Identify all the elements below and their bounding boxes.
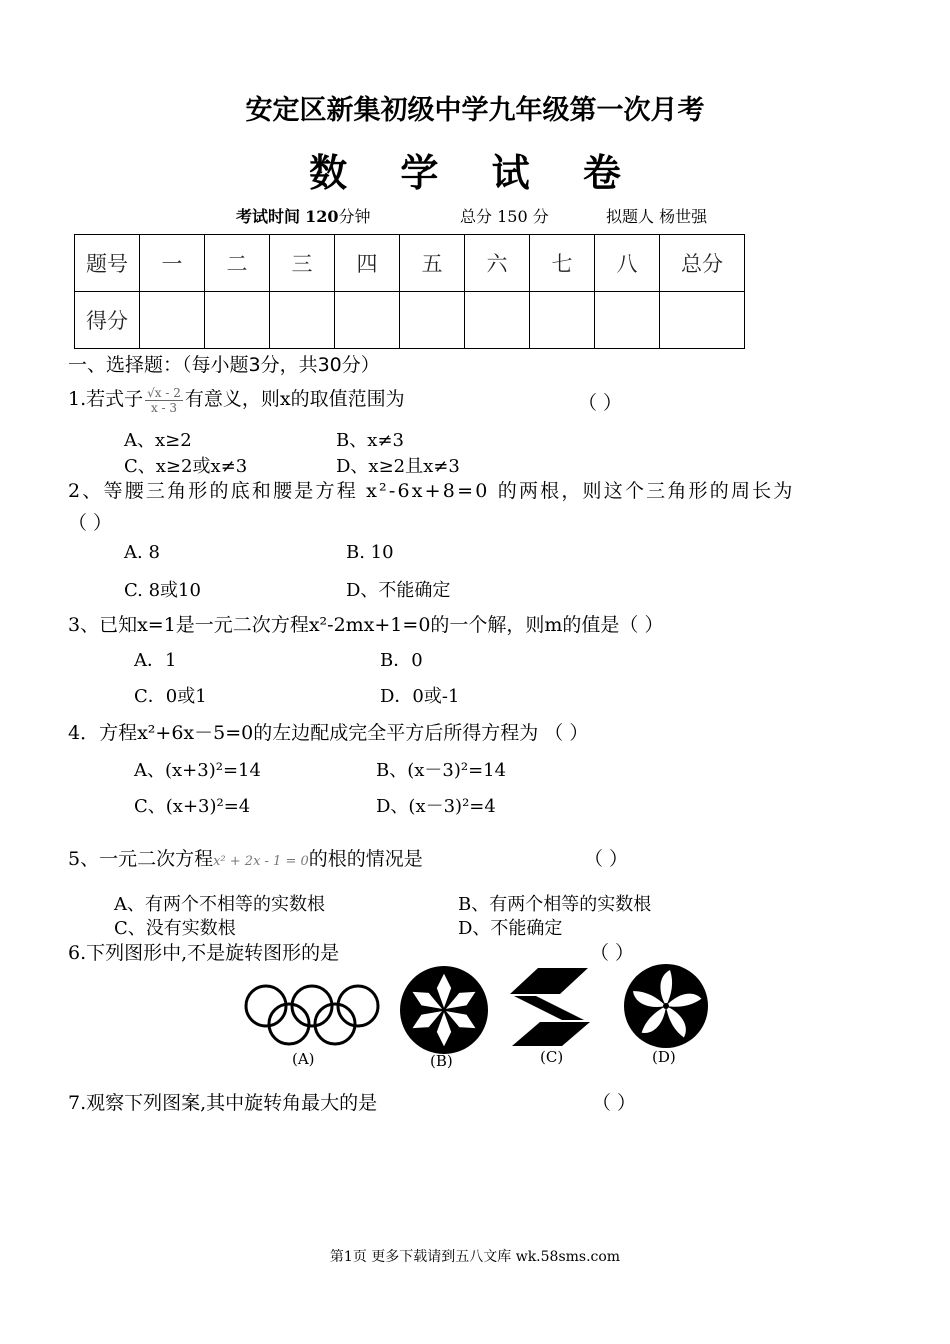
q3-option-d: D．0或-1 <box>380 686 460 707</box>
q4-option-a: A、(x+3)²=14 <box>134 760 261 781</box>
score-table-cell: 总分 <box>660 235 745 292</box>
q1-post: 有意义，则x的取值范围为 <box>184 388 405 410</box>
q5-answer-paren: （ ） <box>584 848 629 870</box>
question-6: 6.下列图形中,不是旋转图形的是 <box>68 942 340 964</box>
q1-fraction-num: √x - 2 <box>147 385 181 400</box>
q6-answer-paren: （ ） <box>590 942 635 964</box>
school-title: 安定区新集初级中学九年级第一次月考 <box>245 95 705 126</box>
q1-pre: 1.若式子 <box>68 388 144 410</box>
score-table-cell: 六 <box>465 235 530 292</box>
q7-answer-paren: （ ） <box>592 1092 637 1114</box>
score-input-cell <box>400 292 465 349</box>
q1-option-d: D、x≥2且x≠3 <box>336 456 460 477</box>
score-input-cell <box>205 292 270 349</box>
question-7: 7.观察下列图案,其中旋转角最大的是 <box>68 1092 378 1114</box>
score-input-cell <box>140 292 205 349</box>
score-input-cell <box>270 292 335 349</box>
q2-option-d: D、不能确定 <box>346 580 451 601</box>
star-circle-figure <box>398 964 490 1056</box>
score-table-cell: 得分 <box>75 292 140 349</box>
q5-option-c: C、没有实数根 <box>114 918 236 939</box>
score-table-cell: 题号 <box>75 235 140 292</box>
score-table-score-row <box>75 292 745 349</box>
question-4: 4．方程x²+6x－5=0的左边配成完全平方后所得方程为 （ ） <box>68 722 589 744</box>
figure-label-d: (D) <box>652 1048 676 1066</box>
q3-option-c: C．0或1 <box>134 686 207 707</box>
q1-answer-paren: （ ） <box>578 392 623 414</box>
figure-label-b: (B) <box>430 1052 453 1070</box>
page-footer: 第1页 更多下载请到五八文库 wk.58sms.com <box>329 1249 621 1265</box>
score-table-header-row <box>75 235 745 292</box>
q5-option-a: A、有两个不相等的实数根 <box>114 894 325 915</box>
q5-option-d: D、不能确定 <box>458 918 563 939</box>
question-5 <box>68 844 423 871</box>
question-2: 2、等腰三角形的底和腰是方程 x²-6x+8=0 的两根，则这个三角形的周长为 <box>68 480 795 502</box>
exam-time <box>236 204 371 227</box>
score-input-cell <box>335 292 400 349</box>
q5-equation: x² + 2x - 1 = 0 <box>213 854 309 869</box>
score-table <box>74 234 745 349</box>
author: 拟题人 杨世强 <box>606 207 708 226</box>
question-1 <box>68 384 405 415</box>
score-table-cell: 七 <box>530 235 595 292</box>
q1-option-c: C、x≥2或x≠3 <box>124 456 248 477</box>
q4-option-b: B、(x－3)²=14 <box>376 760 507 781</box>
s-logo-figure <box>508 966 592 1048</box>
figure-label-a: (A) <box>292 1050 315 1068</box>
score-input-cell <box>530 292 595 349</box>
q4-option-d: D、(x－3)²=4 <box>376 796 496 817</box>
q3-option-b: B．0 <box>380 650 423 671</box>
olympic-rings-figure <box>240 982 384 1052</box>
q1-fraction <box>145 386 183 415</box>
q2-option-b: B. 10 <box>346 542 394 563</box>
figure-label-c: (C) <box>540 1048 564 1066</box>
score-input-cell <box>660 292 745 349</box>
q1-fraction-den: x - 3 <box>150 400 178 415</box>
score-input-cell <box>465 292 530 349</box>
score-table-cell: 三 <box>270 235 335 292</box>
total-score: 总分 150 分 <box>460 207 549 226</box>
q2-option-a: A. 8 <box>124 542 160 563</box>
exam-time-label: 考试时间 <box>236 207 301 226</box>
score-table-cell: 二 <box>205 235 270 292</box>
score-table-cell: 八 <box>595 235 660 292</box>
section-heading: 一、选择题：（每小题3分，共30分） <box>68 354 380 376</box>
question-3: 3、已知x=1是一元二次方程x²-2mx+1=0的一个解，则m的值是（ ） <box>68 614 664 636</box>
score-table-cell: 四 <box>335 235 400 292</box>
q2-option-c: C. 8或10 <box>124 580 201 601</box>
subject-title: 数 学 试 卷 <box>309 151 641 195</box>
q1-option-b: B、x≠3 <box>336 430 404 451</box>
score-table-cell: 五 <box>400 235 465 292</box>
exam-time-value: 120 <box>305 207 339 226</box>
q5-option-b: B、有两个相等的实数根 <box>458 894 652 915</box>
q5-post: 的根的情况是 <box>308 848 423 870</box>
q5-pre: 5、一元二次方程 <box>68 848 214 870</box>
bauhinia-figure <box>622 962 710 1050</box>
score-table-cell: 一 <box>140 235 205 292</box>
q3-option-a: A．1 <box>134 650 177 671</box>
q4-option-c: C、(x+3)²=4 <box>134 796 251 817</box>
q1-option-a: A、x≥2 <box>124 430 192 451</box>
exam-time-unit: 分钟 <box>338 207 371 226</box>
score-input-cell <box>595 292 660 349</box>
q2-answer-paren: （ ） <box>68 512 113 534</box>
